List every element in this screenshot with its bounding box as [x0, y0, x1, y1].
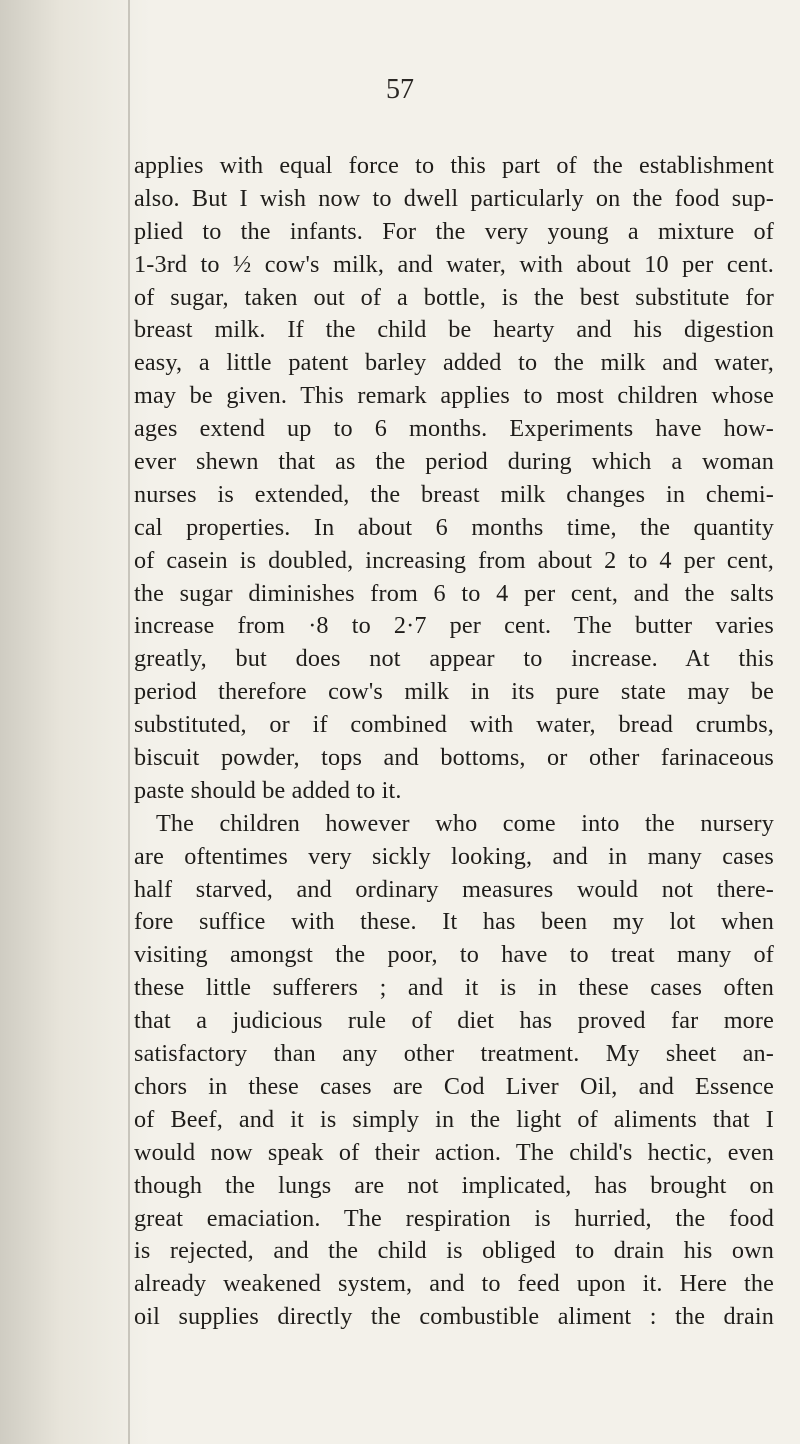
text-line: would now speak of their action. The child's hectic, even	[134, 1138, 774, 1166]
text-line: nurses is extended, the breast milk changes in chemi-	[134, 480, 774, 508]
text-line: greatly, but does not appear to increase. At this	[134, 645, 774, 673]
text-line: chors in these cases are Cod Liver Oil, and Essence	[134, 1072, 774, 1100]
text-line: biscuit powder, tops and bottoms, or other farinaceous	[134, 744, 774, 772]
text-line: great emaciation. The respiration is hurried, the food	[134, 1204, 774, 1232]
text-line: of sugar, taken out of a bottle, is the best substitute for	[134, 283, 774, 311]
text-line: also. But I wish now to dwell particularly on the food sup-	[134, 184, 774, 212]
text-line: 1-3rd to ½ cow's milk, and water, with about 10 per cent.	[134, 250, 774, 278]
body-text	[134, 150, 774, 1334]
text-line: increase from ·8 to 2·7 per cent. The butter varies	[134, 612, 774, 640]
text-line: The children however who come into the nursery	[156, 809, 774, 837]
text-line: oil supplies directly the combustible aliment : the drain	[134, 1303, 774, 1331]
text-line: half starved, and ordinary measures would not there-	[134, 875, 774, 903]
text-line: paste should be added to it.	[134, 776, 402, 804]
text-line: though the lungs are not implicated, has brought on	[134, 1171, 774, 1199]
text-line: cal properties. In about 6 months time, the quantity	[134, 513, 774, 541]
binding-edge	[128, 0, 130, 1444]
text-line: already weakened system, and to feed upon it. Here the	[134, 1270, 774, 1298]
text-line: breast milk. If the child be hearty and his digestion	[134, 316, 774, 344]
text-line: fore suffice with these. It has been my lot when	[134, 908, 774, 936]
text-line: satisfactory than any other treatment. My sheet an-	[134, 1040, 774, 1068]
text-line: plied to the infants. For the very young a mixture of	[134, 217, 774, 245]
text-line: substituted, or if combined with water, bread crumbs,	[134, 711, 774, 739]
text-line: these little sufferers ; and it is in these cases often	[134, 974, 774, 1002]
text-line: are oftentimes very sickly looking, and in many cases	[134, 842, 774, 870]
text-line: that a judicious rule of diet has proved far more	[134, 1007, 774, 1035]
text-line: may be given. This remark applies to most children whose	[134, 382, 774, 410]
text-line: period therefore cow's milk in its pure state may be	[134, 678, 774, 706]
text-line: applies with equal force to this part of the establishment	[134, 152, 774, 179]
text-line: of Beef, and it is simply in the light of aliments that I	[134, 1105, 774, 1133]
text-line: visiting amongst the poor, to have to treat many of	[134, 941, 774, 969]
text-line: ages extend up to 6 months. Experiments have how-	[134, 415, 774, 443]
text-line: the sugar diminishes from 6 to 4 per cent, and the salts	[134, 579, 774, 607]
text-line: easy, a little patent barley added to the milk and water,	[134, 349, 774, 377]
text-line: ever shewn that as the period during which a woman	[134, 448, 774, 476]
text-line: is rejected, and the child is obliged to drain his own	[134, 1237, 774, 1265]
text-line: of casein is doubled, increasing from about 2 to 4 per cent,	[134, 546, 774, 574]
page-number: 57	[386, 74, 414, 105]
